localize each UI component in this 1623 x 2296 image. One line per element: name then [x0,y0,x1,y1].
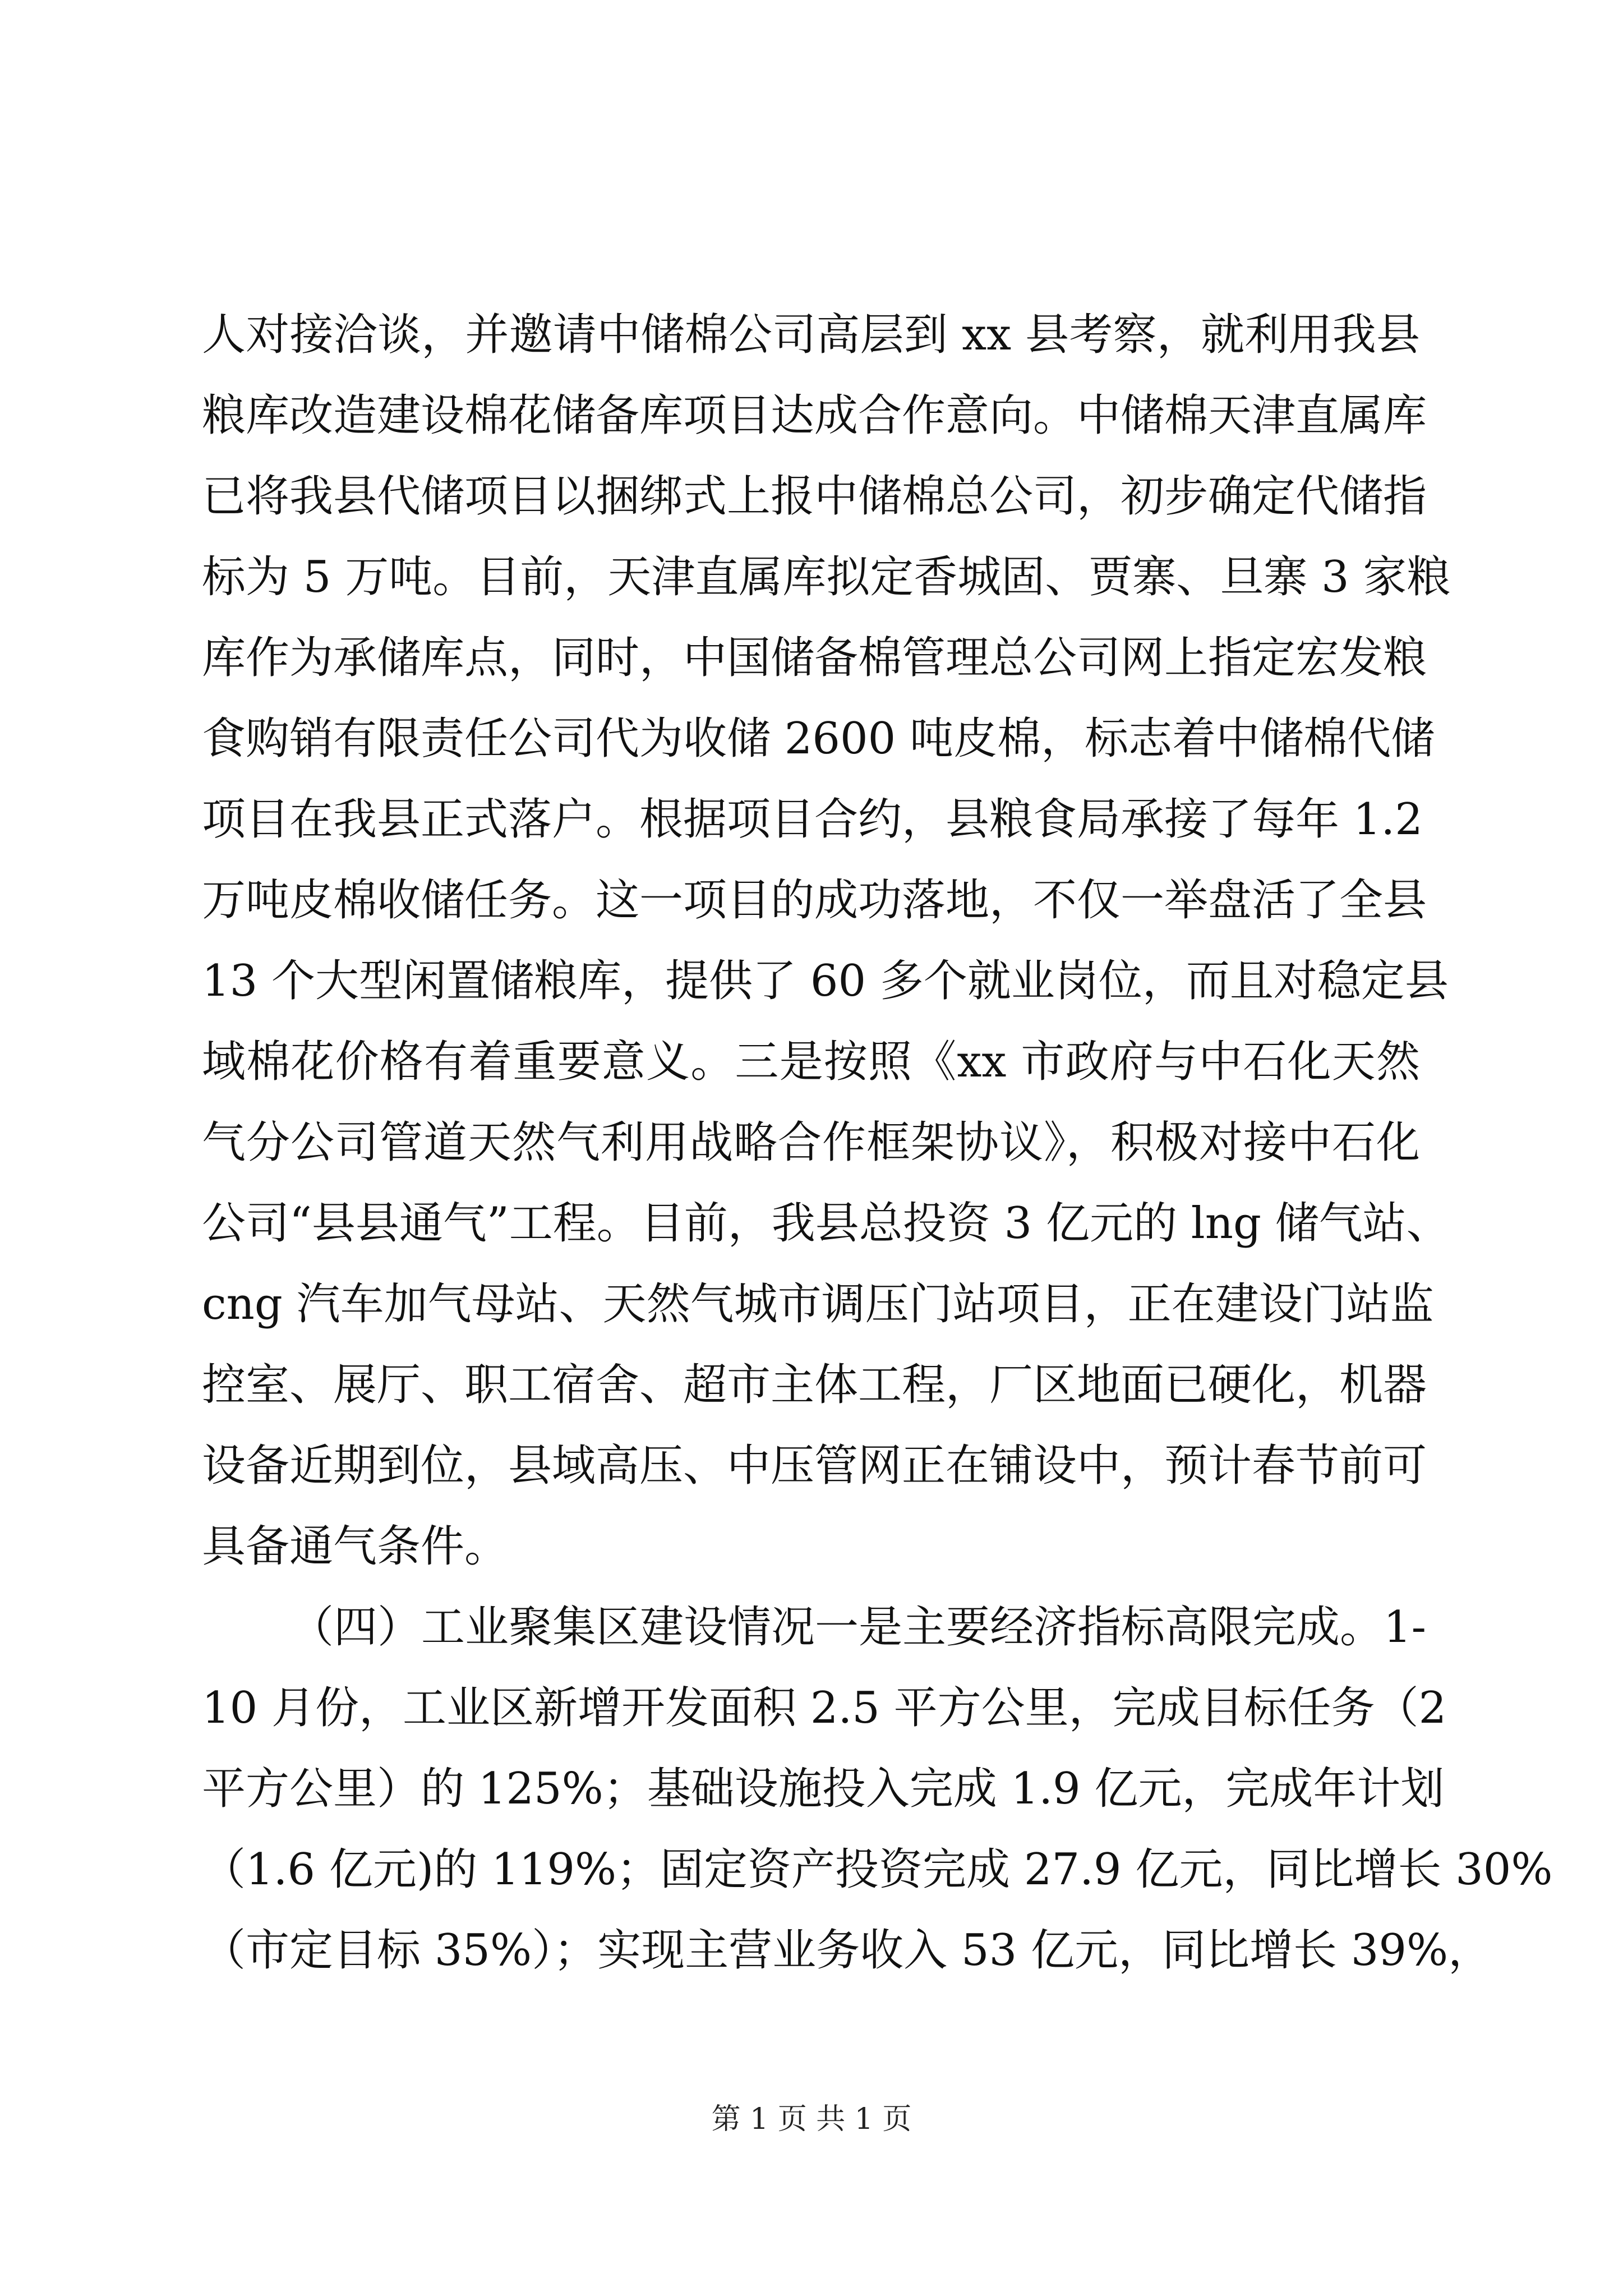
text-line: 具备通气条件。 [202,1521,509,1572]
text-line: 设备近期到位，县域高压、中压管网正在铺设中，预计春节前可 [202,1441,1427,1491]
text-line: 平方公里）的 125%；基础设施投入完成 1.9 亿元，完成年计划 [202,1764,1445,1814]
text-line: 已将我县代储项目以捆绑式上报中储棉总公司，初步确定代储指 [202,471,1427,522]
text-line: 库作为承储库点，同时，中国储备棉管理总公司网上指定宏发粮 [202,633,1427,683]
text-line: （市定目标 35%）；实现主营业务收入 53 亿元，同比增长 39%， [202,1925,1492,1976]
paragraph-1 [202,295,1451,1587]
body-text [202,295,1553,1991]
text-line: 13 个大型闲置储粮库，提供了 60 多个就业岗位，而且对稳定县 [202,956,1449,1006]
paragraph-2 [202,1587,1553,1991]
page-footer: 第 1 页 共 1 页 [711,2102,912,2136]
text-line: 气分公司管道天然气利用战略合作框架协议》，积极对接中石化 [202,1117,1420,1168]
text-line: 公司“县县通气”工程。目前，我县总投资 3 亿元的 lng 储气站、 [202,1198,1450,1249]
text-line: 食购销有限责任公司代为收储 2600 吨皮棉，标志着中储棉代储 [202,714,1435,764]
text-line: 10 月份，工业区新增开发面积 2.5 平方公里，完成目标任务（2 [202,1683,1447,1733]
text-line: （1.6 亿元)的 119%；固定资产投资完成 27.9 亿元，同比增长 30% [202,1844,1553,1895]
text-line: （四）工业聚集区建设情况一是主要经济指标高限完成。1- [290,1602,1426,1653]
text-line: 项目在我县正式落户。根据项目合约，县粮食局承接了每年 1.2 [202,794,1423,845]
text-line: 控室、展厅、职工宿舍、超市主体工程，厂区地面已硬化，机器 [202,1360,1427,1410]
text-line: cng 汽车加气母站、天然气城市调压门站项目，正在建设门站监 [202,1279,1434,1329]
text-line: 标为 5 万吨。目前，天津直属库拟定香城固、贾寨、旦寨 3 家粮 [202,552,1451,602]
text-line: 万吨皮棉收储任务。这一项目的成功落地，不仅一举盘活了全县 [202,875,1427,926]
text-line: 域棉花价格有着重要意义。三是按照《xx 市政府与中石化天然 [202,1037,1420,1087]
text-line: 粮库改造建设棉花储备库项目达成合作意向。中储棉天津直属库 [202,390,1427,441]
text-line: 人对接洽谈，并邀请中储棉公司高层到 xx 县考察，就利用我县 [202,310,1420,360]
